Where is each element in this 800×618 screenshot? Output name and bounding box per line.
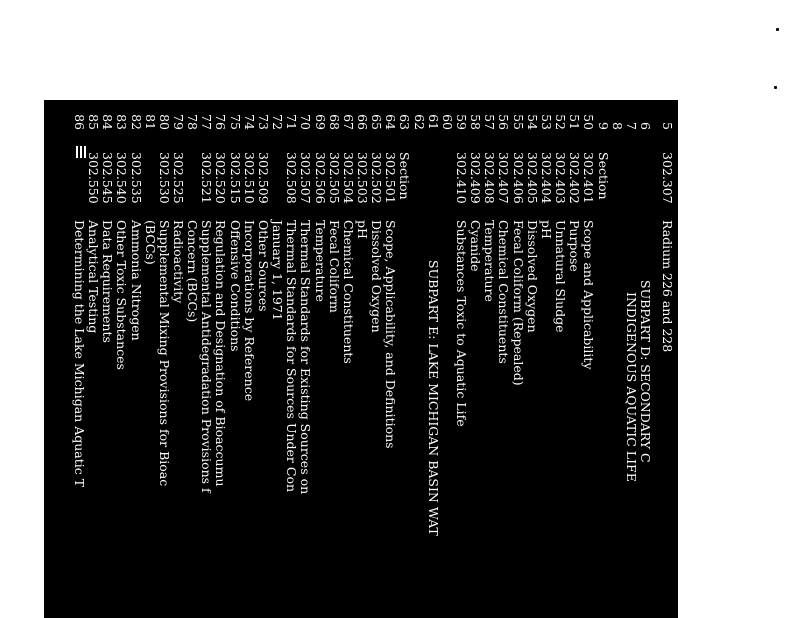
line-number: 56 <box>496 114 512 130</box>
section-number: 302.502 <box>369 152 385 204</box>
section-number: 302.307 <box>660 152 675 204</box>
line-number: 83 <box>114 114 130 130</box>
line-number: 86 <box>72 114 87 130</box>
section-title: Data Requirements <box>100 220 116 343</box>
section-title: Dissolved Oxygen <box>524 220 540 333</box>
section-title: pH <box>355 220 370 239</box>
line-number: 67 <box>340 114 356 130</box>
section-title: Purpose <box>567 220 583 272</box>
scan-speck <box>774 86 777 89</box>
section-title: Unnatural Sludge <box>553 220 569 333</box>
line-number: 69 <box>312 114 328 130</box>
line-number: 85 <box>86 114 102 130</box>
section-title: Cyanide <box>468 220 484 272</box>
section-number: 302.403 <box>553 152 569 204</box>
section-title: Dissolved Oxygen <box>369 220 385 333</box>
section-title: Regulation and Designation of Bioaccumu <box>213 220 229 487</box>
line-number: 9 <box>595 122 611 130</box>
line-number: 51 <box>567 114 583 130</box>
section-number: Section <box>595 152 611 200</box>
section-title: Fecal Coliform <box>326 220 342 313</box>
section-number: 302.540 <box>114 152 130 204</box>
section-title: Scope and Applicability <box>581 220 597 370</box>
line-number: 70 <box>298 114 314 130</box>
section-number: 302.402 <box>567 152 583 204</box>
section-title: Ammonia Nitrogen <box>128 220 144 341</box>
line-number: 78 <box>185 114 201 130</box>
section-title: January 1, 1971 <box>270 220 286 321</box>
section-number: 302.407 <box>496 152 512 204</box>
section-title: Incorporations by Reference <box>241 220 257 402</box>
section-title: Supplemental Antidegradation Provisions f <box>199 220 215 493</box>
line-number: 59 <box>454 114 470 130</box>
redaction-bars <box>72 146 86 158</box>
section-number: Section <box>397 152 413 200</box>
section-title: Supplemental Mixing Provisions for Bioac <box>156 220 172 487</box>
section-number: 302.515 <box>227 152 243 204</box>
line-number: 72 <box>270 114 286 130</box>
line-number: 79 <box>171 114 187 130</box>
section-number: 302.401 <box>581 152 597 204</box>
section-title: Other Sources <box>255 220 271 312</box>
line-number: 75 <box>227 114 243 130</box>
section-title: Other Toxic Substances <box>114 220 130 370</box>
section-number: 302.535 <box>128 152 144 204</box>
line-number: 54 <box>524 114 540 130</box>
scan-speck <box>776 28 779 31</box>
line-number: 71 <box>284 114 300 130</box>
subpart-heading: INDIGENOUS AQUATIC LIFE <box>623 292 639 482</box>
section-number: 302.510 <box>241 152 257 204</box>
line-number: 76 <box>213 114 229 130</box>
section-title: Fecal Coliform (Repealed) <box>510 220 526 386</box>
section-number: 302.525 <box>171 152 187 204</box>
line-number: 66 <box>355 114 370 130</box>
section-number: 302.521 <box>199 152 215 204</box>
table-of-contents <box>44 100 678 618</box>
section-number: 302.404 <box>538 152 554 204</box>
line-number: 80 <box>156 114 172 130</box>
section-number: 302.520 <box>213 152 229 204</box>
line-number: 6 <box>638 122 653 130</box>
section-title: Scope, Applicability, and Definitions <box>383 220 399 449</box>
line-number: 60 <box>439 114 455 130</box>
section-number: 302.503 <box>355 152 370 204</box>
section-number: 302.530 <box>156 152 172 204</box>
section-title: pH <box>538 220 554 239</box>
section-title: Offensive Conditions <box>227 220 243 352</box>
section-title: Chemical Constituents <box>340 220 356 364</box>
section-number: 302.545 <box>100 152 116 204</box>
line-number: 53 <box>538 114 554 130</box>
section-number: 302.506 <box>312 152 328 204</box>
section-number: 302.507 <box>298 152 314 204</box>
line-number: 68 <box>326 114 342 130</box>
section-title: Chemical Constituents <box>496 220 512 364</box>
line-number: 81 <box>142 114 158 130</box>
section-number: 302.509 <box>255 152 271 204</box>
line-number: 8 <box>609 122 625 130</box>
section-title: (BCCs) <box>142 220 158 265</box>
section-number: 302.405 <box>524 152 540 204</box>
section-title: Thermal Standards for Sources Under Con <box>284 220 300 493</box>
section-title: Substances Toxic to Aquatic Life <box>454 220 470 427</box>
line-number: 61 <box>425 114 441 130</box>
line-number: 73 <box>255 114 271 130</box>
line-number: 7 <box>623 122 639 130</box>
line-number: 64 <box>383 114 399 130</box>
section-title: Determining the Lake Michigan Aquatic T <box>72 220 87 488</box>
line-number: 52 <box>553 114 569 130</box>
section-title: Analytical Testing <box>86 220 102 334</box>
line-number: 82 <box>128 114 144 130</box>
section-title: Temperature <box>312 220 328 302</box>
section-number: 302.550 <box>86 152 102 204</box>
line-number: 62 <box>411 114 427 130</box>
line-number: 74 <box>241 114 257 130</box>
section-title: Concern (BCCs) <box>185 220 201 323</box>
section-number: 302.406 <box>510 152 526 204</box>
section-title: Thermal Standards for Existing Sources on <box>298 220 314 495</box>
line-number: 58 <box>468 114 484 130</box>
section-number: 302.501 <box>383 152 399 204</box>
subpart-heading: SUBPART E: LAKE MICHIGAN BASIN WAT <box>425 260 441 536</box>
scanned-page <box>44 100 678 618</box>
section-title: Radioactivity <box>171 220 187 304</box>
line-number: 55 <box>510 114 526 130</box>
line-number: 57 <box>482 114 498 130</box>
line-number: 84 <box>100 114 116 130</box>
section-number: 302.408 <box>482 152 498 204</box>
line-number: 77 <box>199 114 215 130</box>
subpart-heading: SUBPART D: SECONDARY C <box>638 280 653 463</box>
section-title: Temperature <box>482 220 498 302</box>
section-title: Radium 226 and 228 <box>660 220 675 353</box>
section-number: 302.505 <box>326 152 342 204</box>
line-number: 5 <box>660 122 675 130</box>
section-number: 302.504 <box>340 152 356 204</box>
line-number: 50 <box>581 114 597 130</box>
section-number: 302.508 <box>284 152 300 204</box>
line-number: 63 <box>397 114 413 130</box>
line-number: 65 <box>369 114 385 130</box>
section-number: 302.410 <box>454 152 470 204</box>
section-number: 302.409 <box>468 152 484 204</box>
